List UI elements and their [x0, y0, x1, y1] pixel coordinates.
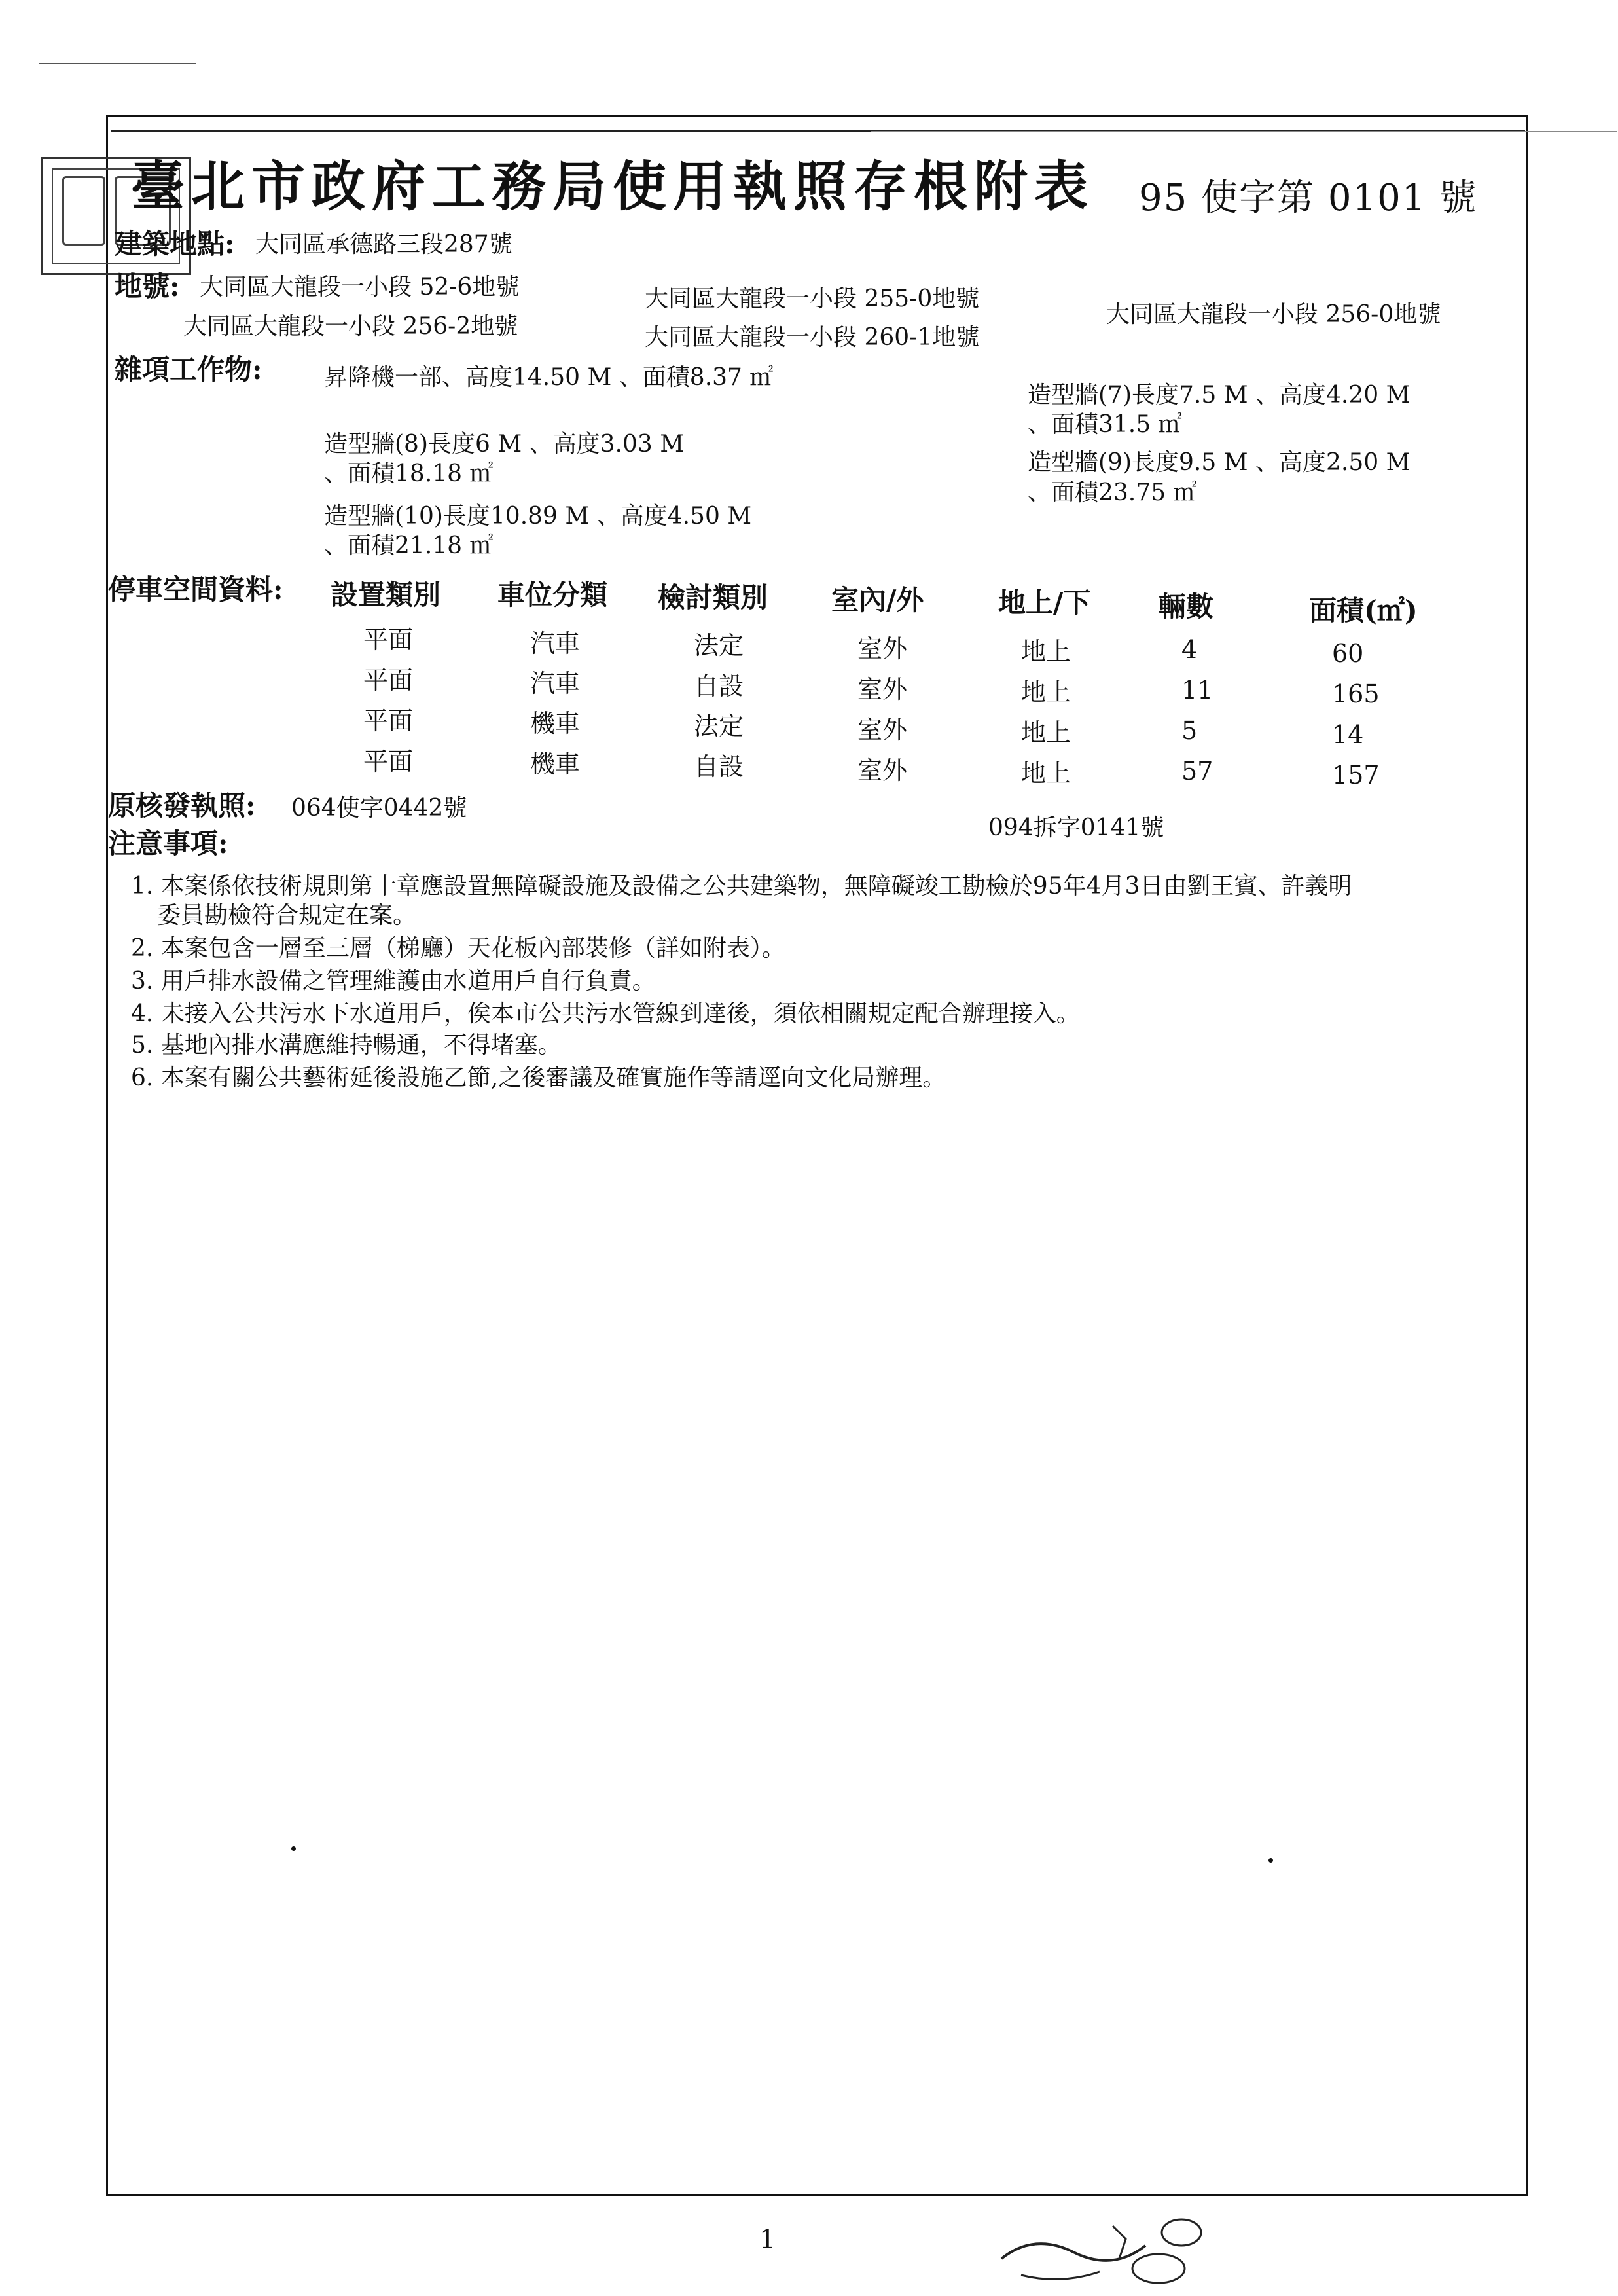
scan-dot	[291, 1846, 296, 1851]
original-permit-value: 064使字0442號	[291, 795, 467, 822]
note-item: 3. 用戶排水設備之管理維護由水道用戶自行負責。	[131, 968, 656, 994]
misc-work-wall-8-area: 、面積18.18 ㎡	[324, 460, 494, 487]
misc-works-label: 雜項工作物:	[115, 354, 262, 386]
parking-cell: 地上	[1021, 718, 1071, 747]
parking-cell: 機車	[530, 750, 581, 778]
lot-item: 大同區大龍段一小段 52-6地號	[200, 274, 520, 301]
parking-cell: 自設	[694, 752, 744, 781]
misc-work-wall-10-area: 、面積21.18 ㎡	[324, 532, 494, 559]
parking-cell: 5	[1181, 716, 1198, 745]
page-number: 1	[759, 2225, 776, 2255]
parking-cell: 60	[1332, 639, 1364, 668]
lots-label: 地號:	[115, 270, 180, 302]
parking-cell: 室外	[857, 756, 908, 785]
parking-cell: 157	[1332, 761, 1380, 790]
parking-cell: 室外	[857, 634, 908, 663]
note-item: 1. 本案係依技術規則第十章應設置無障礙設施及設備之公共建築物，無障礙竣工勘檢於95年4月3日由劉王賓、許義明	[131, 873, 1352, 900]
original-permit-label: 原核發執照:	[108, 790, 256, 822]
misc-work-wall-10: 造型牆(10)長度10.89 M 、高度4.50 M	[324, 503, 752, 530]
parking-cell: 汽車	[530, 669, 581, 698]
notes-label: 注意事項:	[108, 828, 228, 860]
misc-work-wall-9-area: 、面積23.75 ㎡	[1028, 479, 1197, 506]
parking-header-vehicle-type: 車位分類	[497, 579, 608, 611]
scan-noise-line	[871, 131, 1617, 132]
scan-dot	[1268, 1858, 1273, 1863]
parking-header-review-type: 檢討類別	[658, 581, 768, 613]
document-title: 臺北市政府工務局使用執照存根附表	[131, 155, 1095, 218]
parking-cell: 11	[1181, 676, 1214, 704]
parking-cell: 法定	[694, 631, 744, 660]
parking-cell: 自設	[694, 672, 744, 701]
parking-cell: 平面	[363, 666, 414, 695]
scan-noise-mark	[39, 63, 196, 64]
lot-item: 大同區大龍段一小段 256-2地號	[183, 313, 518, 340]
parking-header-above-below: 地上/下	[998, 587, 1091, 619]
misc-work-elevator: 昇降機一部、高度14.50 M 、面積8.37 ㎡	[324, 364, 774, 391]
parking-cell: 14	[1332, 720, 1364, 749]
parking-cell: 平面	[363, 747, 414, 776]
misc-work-wall-8: 造型牆(8)長度6 M 、高度3.03 M	[324, 431, 685, 458]
parking-cell: 57	[1181, 757, 1214, 786]
location-label: 建築地點:	[115, 228, 235, 260]
misc-work-wall-7-area: 、面積31.5 ㎡	[1028, 411, 1182, 438]
parking-cell: 平面	[363, 625, 414, 654]
signature-seal-icon	[995, 2213, 1211, 2291]
location-value: 大同區承德路三段287號	[255, 231, 512, 258]
parking-header-count: 輛數	[1159, 591, 1214, 623]
note-item-continuation: 委員勘檢符合規定在案。	[157, 902, 417, 929]
parking-cell: 室外	[857, 675, 908, 704]
parking-header-indoor-outdoor: 室內/外	[831, 584, 924, 616]
parking-cell: 汽車	[530, 629, 581, 658]
note-item: 5. 基地內排水溝應維持暢通，不得堵塞。	[131, 1032, 562, 1059]
parking-cell: 地上	[1021, 678, 1071, 706]
document-frame	[106, 115, 1528, 2196]
parking-cell: 法定	[694, 712, 744, 740]
parking-cell: 平面	[363, 706, 414, 735]
parking-header-setup-type: 設置類別	[331, 579, 441, 611]
parking-label: 停車空間資料:	[108, 574, 283, 606]
demolition-permit-value: 094拆字0141號	[988, 814, 1164, 841]
misc-work-wall-7: 造型牆(7)長度7.5 M 、高度4.20 M	[1028, 382, 1411, 409]
note-item: 4. 未接入公共污水下水道用戶，俟本市公共污水管線到達後，須依相關規定配合辦理接入。	[131, 1000, 1080, 1027]
note-item: 6. 本案有關公共藝術延後設施乙節,之後審議及確實施作等請逕向文化局辦理。	[131, 1065, 946, 1091]
parking-cell: 室外	[857, 716, 908, 744]
lot-item: 大同區大龍段一小段 256-0地號	[1106, 301, 1441, 328]
parking-cell: 機車	[530, 709, 581, 738]
parking-cell: 地上	[1021, 637, 1071, 666]
parking-cell: 地上	[1021, 759, 1071, 788]
misc-work-wall-9: 造型牆(9)長度9.5 M 、高度2.50 M	[1028, 449, 1411, 476]
parking-cell: 165	[1332, 680, 1380, 708]
lot-item: 大同區大龍段一小段 260-1地號	[645, 324, 980, 351]
lot-item: 大同區大龍段一小段 255-0地號	[645, 285, 980, 312]
parking-header-area: 面積(㎡)	[1309, 594, 1418, 627]
parking-cell: 4	[1181, 635, 1198, 664]
permit-number: 95 使字第 0101 號	[1139, 177, 1478, 219]
note-item: 2. 本案包含一層至三層（梯廳）天花板內部裝修（詳如附表）。	[131, 935, 785, 962]
